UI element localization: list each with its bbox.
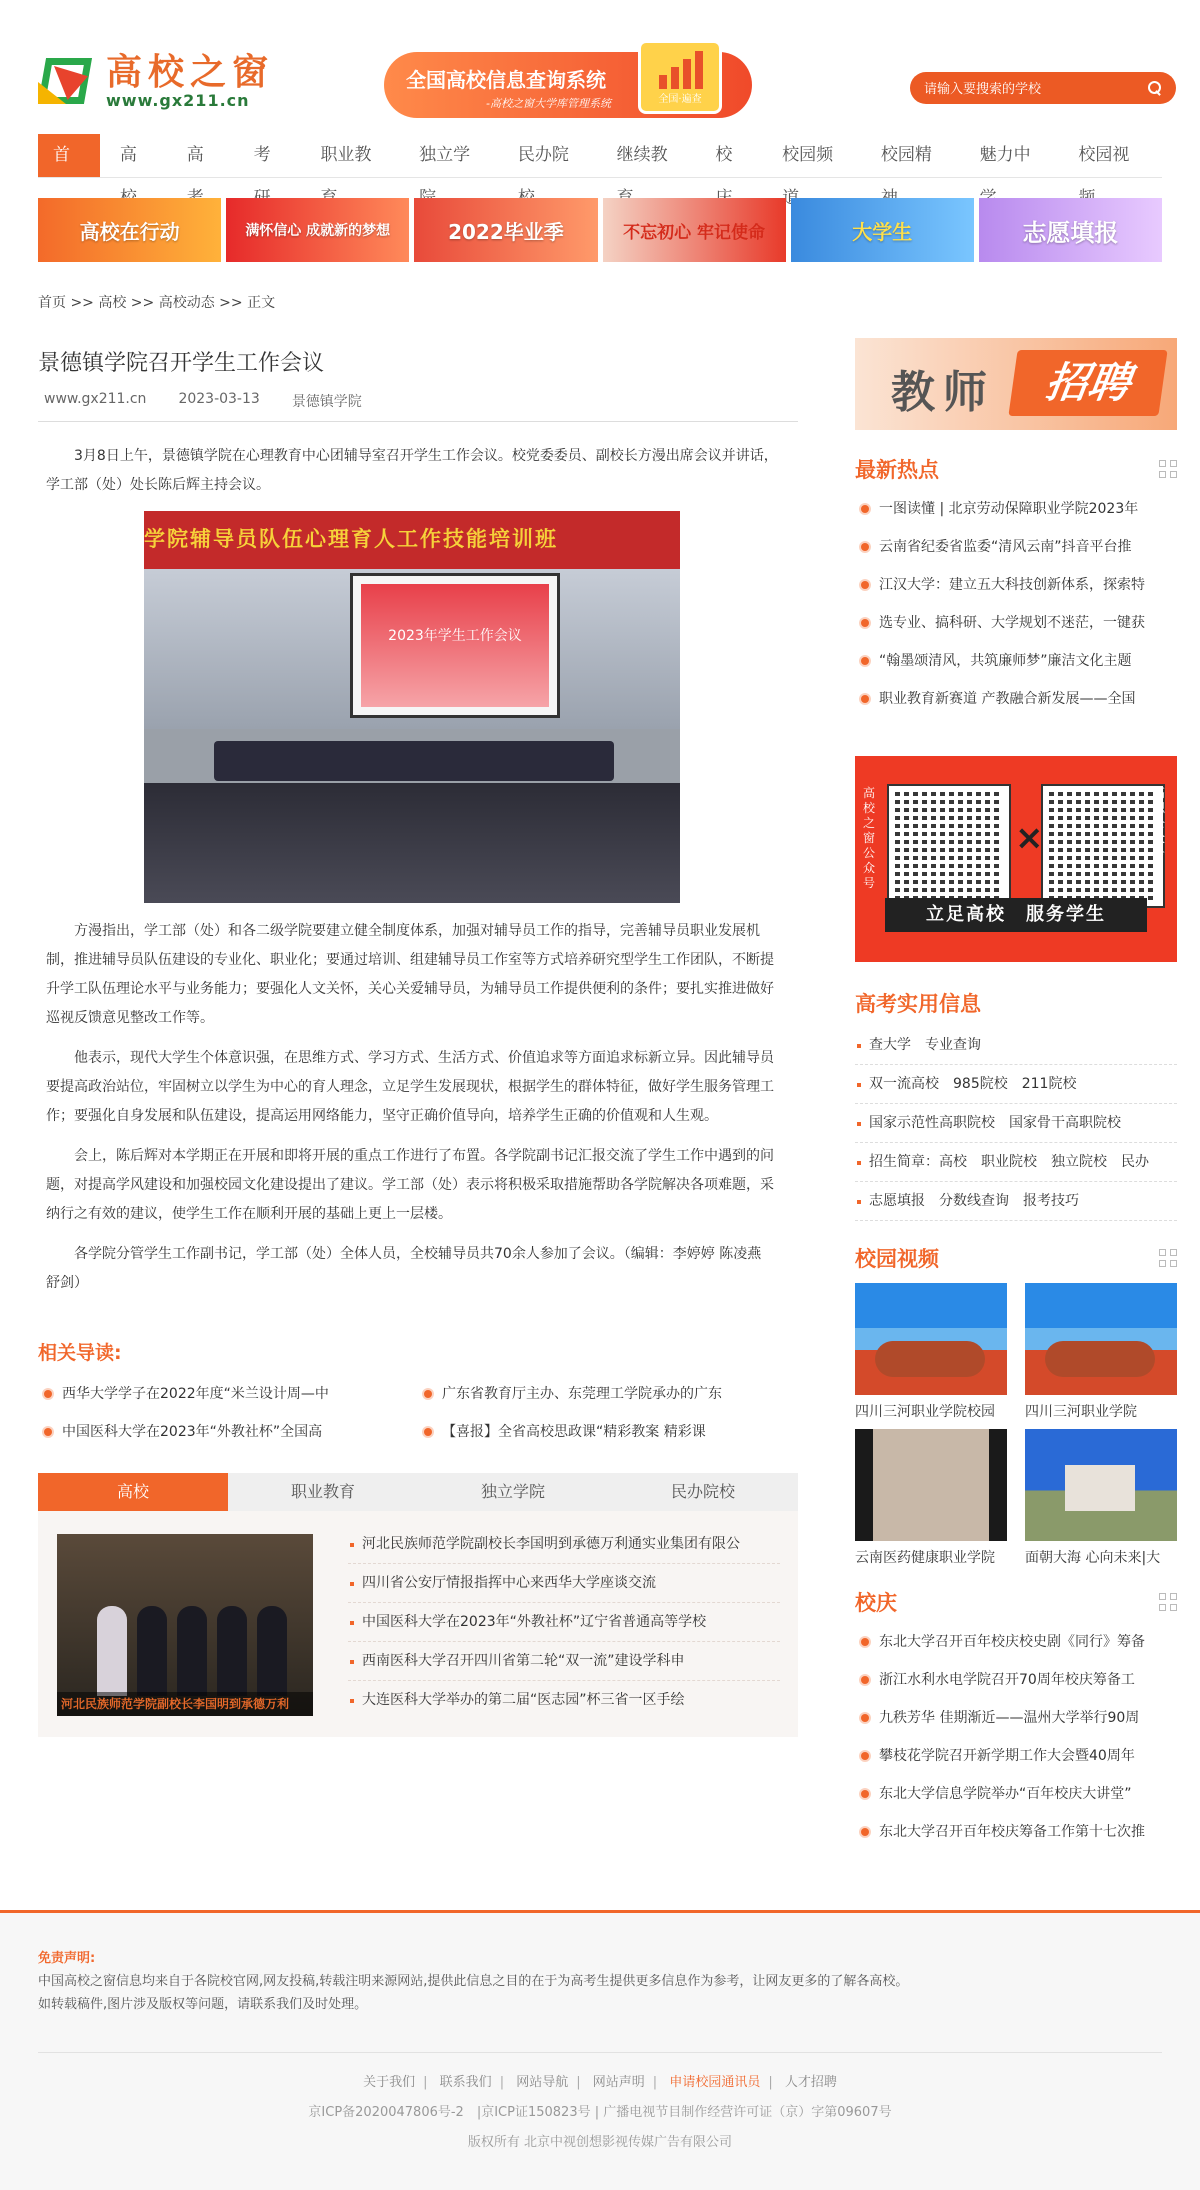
main-nav xyxy=(38,134,1162,178)
info-row xyxy=(855,1104,1177,1143)
ad-text: 不忘初心 牢记使命 xyxy=(623,222,766,243)
breadcrumb[interactable]: 首页 >> 高校 >> 高校动态 >> 正文 xyxy=(38,295,276,311)
query-system-banner[interactable] xyxy=(384,52,752,118)
list-item[interactable]: 大连医科大学举办的第二届“医志园”杯三省一区手绘 xyxy=(348,1681,780,1720)
logo-url: www.gx211.cn xyxy=(106,90,250,110)
video-title: 四川三河职业学院校园 xyxy=(855,1404,995,1420)
bullet-icon xyxy=(861,1638,869,1646)
site-footer xyxy=(0,1910,1200,2190)
bullet-icon xyxy=(861,657,869,665)
video-card[interactable] xyxy=(1025,1283,1177,1421)
nav-item-kaoyan[interactable]: 考 xyxy=(253,145,271,165)
article-body xyxy=(38,442,798,1298)
qr-code-icon[interactable] xyxy=(889,786,1009,906)
nav-item-home[interactable]: 首 xyxy=(38,134,100,177)
tab-universities[interactable]: 高校 xyxy=(38,1473,228,1511)
tab-news-list xyxy=(348,1525,780,1720)
related-heading: 相关导读: xyxy=(38,1342,122,1364)
nav-item-anniversary[interactable]: 校 xyxy=(715,145,733,165)
qr-right-label: 高职公众号 xyxy=(1153,786,1166,860)
grid-icon[interactable] xyxy=(1159,1249,1177,1267)
nav-item-campus-spirit[interactable]: 校园精 xyxy=(880,145,932,165)
list-item[interactable] xyxy=(855,1737,1177,1775)
bullet-icon xyxy=(861,581,869,589)
footer-divider xyxy=(38,2052,1162,2053)
video-card[interactable] xyxy=(1025,1429,1177,1567)
tab-independent[interactable]: 独立学院 xyxy=(480,1482,545,1501)
teacher-recruit-banner[interactable] xyxy=(855,338,1177,430)
nav-item-private[interactable]: 民办院 xyxy=(517,145,569,165)
disclaimer xyxy=(38,1947,1162,2016)
list-item[interactable] xyxy=(855,1699,1177,1737)
related-item[interactable] xyxy=(418,1375,798,1413)
video-title: 校园视频 xyxy=(855,1247,939,1271)
copyright: 版权所有 北京中视创想影视传媒广告有限公司 xyxy=(467,2135,733,2150)
tab-private[interactable]: 民办院校 xyxy=(670,1482,735,1501)
article-date: 2023-03-13 xyxy=(178,391,260,407)
bullet-icon xyxy=(861,619,869,627)
list-item[interactable] xyxy=(855,1813,1177,1851)
article-author: 景德镇学院 xyxy=(291,394,362,410)
list-item[interactable]: 四川省公安厅情报指挥中心来西华大学座谈交流 xyxy=(348,1564,780,1603)
disclaimer-text: 如转载稿件,图片涉及版权等问题，请联系我们及时处理。 xyxy=(38,1997,368,2012)
info-link[interactable]: 报考技巧 xyxy=(1023,1193,1079,1209)
video-thumbnail xyxy=(855,1283,1007,1395)
info-link[interactable]: 分数线查询 xyxy=(939,1193,1009,1209)
ad-banner[interactable] xyxy=(38,198,221,262)
footer-link-contact[interactable]: 联系我们 xyxy=(439,2075,492,2090)
related-list xyxy=(38,1375,798,1451)
info-link[interactable]: 985院校 xyxy=(953,1076,1008,1092)
article-title: 景德镇学院召开学生工作会议 xyxy=(38,351,325,376)
footer-links: 关于我们 | 联系我们 | 网站导航 | 网站声明 | 申请校园通讯员 | 人才招聘 xyxy=(363,2075,837,2090)
info-row xyxy=(855,1143,1177,1182)
video-title: 四川三河职业学院 xyxy=(1025,1404,1137,1420)
cross-icon: × xyxy=(1015,818,1044,858)
bullet-icon xyxy=(861,1752,869,1760)
related-item-label: 西华大学学子在2022年度“米兰设计周—中 xyxy=(62,1386,329,1402)
search-bar xyxy=(910,72,1176,104)
list-item[interactable] xyxy=(855,642,1177,680)
nav-item-universities[interactable]: 高 xyxy=(119,145,137,165)
video-title: 面朝大海 心向未来|大 xyxy=(1025,1550,1161,1566)
list-item[interactable]: 中国医科大学在2023年“外教社杯”辽宁省普通高等学校 xyxy=(348,1603,780,1642)
info-list xyxy=(855,1026,1177,1221)
list-item-label: 职业教育新赛道 产教融合新发展——全国 xyxy=(879,691,1136,707)
section-header xyxy=(855,1243,1177,1273)
list-item-label: 东北大学召开百年校庆校史剧《同行》筹备 xyxy=(879,1634,1145,1650)
related-item[interactable] xyxy=(38,1375,418,1413)
list-item[interactable] xyxy=(855,680,1177,718)
bullet-icon xyxy=(861,505,869,513)
list-item[interactable]: 西南医科大学召开四川省第二轮“双一流”建设学科申 xyxy=(348,1642,780,1681)
nav-item-continuing[interactable]: 继续教 xyxy=(616,145,668,165)
info-link[interactable]: 独立院校 xyxy=(1051,1154,1107,1170)
grid-icon[interactable] xyxy=(1159,460,1177,478)
section-header xyxy=(855,1587,1177,1617)
list-item-label: 江汉大学：建立五大科技创新体系，探索特 xyxy=(879,577,1145,593)
footer-link-statement[interactable]: 网站声明 xyxy=(592,2075,645,2090)
list-item[interactable] xyxy=(855,490,1177,528)
ad-text: 2022毕业季 xyxy=(448,219,564,244)
article-meta xyxy=(38,391,798,422)
list-item-label: 浙江水利水电学院召开70周年校庆筹备工 xyxy=(879,1672,1135,1688)
bullet-icon xyxy=(861,543,869,551)
list-item[interactable] xyxy=(855,1661,1177,1699)
list-item-label: 东北大学信息学院举办“百年校庆大讲堂” xyxy=(879,1786,1132,1802)
disclaimer-title: 免责声明: xyxy=(38,1951,96,1966)
related-item[interactable] xyxy=(38,1413,418,1451)
info-row xyxy=(855,1182,1177,1221)
info-row xyxy=(855,1065,1177,1104)
nav-item-independent[interactable]: 独立学 xyxy=(419,145,471,165)
anniversary-title: 校庆 xyxy=(855,1591,897,1615)
list-item-label: 九秩芳华 佳期渐近——温州大学举行90周 xyxy=(879,1710,1140,1726)
video-card[interactable] xyxy=(855,1283,1007,1421)
section-header xyxy=(855,454,1177,484)
logo-mark-icon xyxy=(38,52,100,110)
video-title: 云南医药健康职业学院 xyxy=(855,1550,995,1566)
qr-code-banner xyxy=(855,756,1177,962)
article-source: www.gx211.cn xyxy=(44,391,147,407)
list-item[interactable]: 河北民族师范学院副校长李国明到承德万利通实业集团有限公 xyxy=(348,1525,780,1564)
ad-banner[interactable] xyxy=(603,198,786,262)
bullet-icon xyxy=(861,1714,869,1722)
list-item-label: 东北大学召开百年校庆筹备工作第十七次推 xyxy=(879,1824,1145,1840)
ad-banner[interactable] xyxy=(226,198,409,262)
article-paragraph: 各学院分管学生工作副书记，学工部（处）全体人员，全校辅导员共70余人参加了会议。（编辑：李婷婷 陈凌燕 舒剑） xyxy=(46,1246,762,1291)
qr-left-label: 高校之窗公众号 xyxy=(863,786,876,890)
info-link[interactable]: 招生简章：高校 xyxy=(869,1154,967,1170)
info-link[interactable]: 国家骨干高职院校 xyxy=(1009,1115,1121,1131)
info-link[interactable]: 查大学 xyxy=(869,1037,911,1053)
list-item[interactable] xyxy=(855,604,1177,642)
ad-text: 大学生 xyxy=(852,219,913,244)
footer-link-about[interactable]: 关于我们 xyxy=(363,2075,416,2090)
info-row xyxy=(855,1026,1177,1065)
list-item[interactable] xyxy=(855,1623,1177,1661)
ad-banner[interactable] xyxy=(979,198,1162,262)
related-item-label: 广东省教育厅主办、东莞理工学院承办的广东 xyxy=(442,1386,722,1402)
bullet-icon xyxy=(861,1676,869,1684)
tab-panel xyxy=(38,1511,798,1737)
related-item-label: 中国医科大学在2023年“外教社杯”全国高 xyxy=(62,1424,323,1440)
site-logo[interactable] xyxy=(38,52,274,110)
ad-banner[interactable] xyxy=(414,198,597,262)
info-link[interactable]: 211院校 xyxy=(1021,1076,1077,1092)
list-item-label: “翰墨颂清风，共筑廉师梦”廉洁文化主题 xyxy=(879,653,1132,669)
nav-item-gaokao[interactable]: 高 xyxy=(186,145,204,165)
site-header xyxy=(0,0,1200,130)
grid-icon[interactable] xyxy=(1159,1593,1177,1611)
related-item[interactable] xyxy=(418,1413,798,1451)
banner-subtitle: -高校之窗大学库管理系统 xyxy=(486,97,611,110)
tab-feature-image[interactable] xyxy=(57,1534,313,1716)
article-paragraph: 会上，陈后辉对本学期正在开展和即将开展的重点工作进行了布置。各学院副书记汇报交流了学生工作中遇到的问题，对提高学风建设和加强校园文化建设提出了建议。学工部（处）表示将积极采取措施帮助各学院解决各项难题，采纳行之有效的建议，使学生工作在顺利开展的基础上更上一层楼。 xyxy=(46,1148,774,1222)
video-card[interactable] xyxy=(855,1429,1007,1567)
info-title: 高考实用信息 xyxy=(855,992,981,1016)
ad-text: 志愿填报 xyxy=(1022,218,1119,247)
bullet-icon xyxy=(861,1790,869,1798)
list-item-label: 攀枝花学院召开新学期工作大会暨40周年 xyxy=(879,1748,1135,1764)
banner-title: 全国高校信息查询系统 xyxy=(406,68,606,92)
banner-box-label: 全国·遍查 xyxy=(658,94,702,105)
recruit-text-b: 招聘 xyxy=(1008,350,1167,416)
nav-item-campus-channel[interactable]: 校园频 xyxy=(782,145,834,165)
bullet-icon xyxy=(44,1390,52,1398)
anniversary-list xyxy=(855,1623,1177,1851)
ad-text: 高校在行动 xyxy=(79,219,180,244)
bullet-icon xyxy=(861,695,869,703)
list-item-label: 云南省纪委省监委“清风云南”抖音平台推 xyxy=(879,539,1132,555)
info-link[interactable]: 志愿填报 xyxy=(869,1193,925,1209)
video-grid xyxy=(855,1283,1177,1575)
article-column xyxy=(38,340,798,1737)
footer-link-correspondent[interactable]: 申请校园通讯员 xyxy=(669,2075,761,2090)
info-link[interactable]: 职业院校 xyxy=(981,1154,1037,1170)
article-paragraph: 方漫指出，学工部（处）和各二级学院要建立健全制度体系，加强对辅导员工作的指导，完善辅导员职业发展机制，推进辅导员队伍建设的专业化、职业化；要通过培训、组建辅导员工作室等方式培养研究型学生工作团队，不断提升学工队伍理论水平与业务能力；要强化人文关怀，关心关爱辅导员，为辅导员工作提供便利的条件；要扎实推进做好巡视反馈意见整改工作等。 xyxy=(46,923,774,1026)
list-item-label: 选专业、搞科研、大学规划不迷茫，一键获 xyxy=(879,615,1145,631)
bullet-icon xyxy=(424,1428,432,1436)
search-icon[interactable] xyxy=(1148,81,1162,95)
list-item-label: 一图读懂 | 北京劳动保障职业学院2023年 xyxy=(879,501,1139,517)
hot-list xyxy=(855,490,1177,718)
logo-title: 高校之窗 xyxy=(106,51,275,92)
tab-vocational[interactable]: 职业教育 xyxy=(290,1482,355,1501)
bullet-icon xyxy=(424,1390,432,1398)
bullet-icon xyxy=(861,1828,869,1836)
info-link[interactable]: 民办 xyxy=(1121,1154,1149,1170)
qr-code-icon[interactable] xyxy=(1043,786,1163,906)
meeting-photo xyxy=(144,511,680,903)
category-tabs xyxy=(38,1473,798,1511)
chart-icon xyxy=(638,40,722,114)
footer-link-jobs[interactable]: 人才招聘 xyxy=(784,2075,837,2090)
video-thumbnail xyxy=(1025,1429,1177,1541)
ad-strip xyxy=(38,198,1162,262)
tab-feature-caption: 河北民族师范学院副校长李国明到承德万利 xyxy=(57,1692,313,1716)
ad-banner[interactable] xyxy=(791,198,974,262)
ad-text: 满怀信心 成就新的梦想 xyxy=(245,223,391,239)
search-input[interactable] xyxy=(924,81,1148,96)
nav-item-high-school[interactable]: 魅力中 xyxy=(979,145,1031,165)
sidebar xyxy=(855,338,1177,1851)
hot-title: 最新热点 xyxy=(855,458,939,482)
list-item[interactable] xyxy=(855,528,1177,566)
list-item[interactable] xyxy=(855,566,1177,604)
article-paragraph: 他表示，现代大学生个体意识强，在思维方式、学习方式、生活方式、价值追求等方面追求标新立异。因此辅导员要提高政治站位，牢固树立以学生为中心的育人理念，立足学生发展现状，根据学生的群体特征，做好学生服务管理工作；要强化自身发展和队伍建设，提高运用网络能力，坚守正确价值导向，培养学生正确的价值观和人生观。 xyxy=(46,1050,774,1124)
video-thumbnail xyxy=(855,1429,1007,1541)
article-paragraph: 3月8日上午，景德镇学院在心理教育中心团辅导室召开学生工作会议。校党委委员、副校长方漫出席会议并讲话，学工部（处）处长陈后辉主持会议。 xyxy=(46,448,778,493)
recruit-text-a: 教师 xyxy=(891,367,995,418)
bullet-icon xyxy=(44,1428,52,1436)
section-header xyxy=(855,988,1177,1018)
disclaimer-text: 中国高校之窗信息均来自于各院校官网,网友投稿,转载注明来源网站,提供此信息之目的在于为高考生提供更多信息作为参考，让网友更多的了解各高校。 xyxy=(38,1974,909,1989)
nav-item-vocational[interactable]: 职业教 xyxy=(320,145,372,165)
list-item[interactable] xyxy=(855,1775,1177,1813)
related-item-label: 【喜报】全省高校思政课“精彩教案 精彩课 xyxy=(442,1424,706,1440)
info-link[interactable]: 双一流高校 xyxy=(869,1076,939,1092)
footer-link-sitemap[interactable]: 网站导航 xyxy=(516,2075,569,2090)
icp-info: 京ICP备2020047806号-2 |京ICP证150823号 | 广播电视节目制作经营许可证（京）字第09607号 xyxy=(308,2105,892,2120)
info-link[interactable]: 国家示范性高职院校 xyxy=(869,1115,995,1131)
nav-item-campus-video[interactable]: 校园视 xyxy=(1078,145,1130,165)
video-thumbnail xyxy=(1025,1283,1177,1395)
photo-screen-text: 2023年学生工作会议 xyxy=(361,584,549,707)
qr-slogan: 立足高校 服务学生 xyxy=(885,898,1147,932)
photo-banner-text: 学院辅导员队伍心理育人工作技能培训班 xyxy=(144,511,680,569)
info-link[interactable]: 专业查询 xyxy=(925,1037,981,1053)
